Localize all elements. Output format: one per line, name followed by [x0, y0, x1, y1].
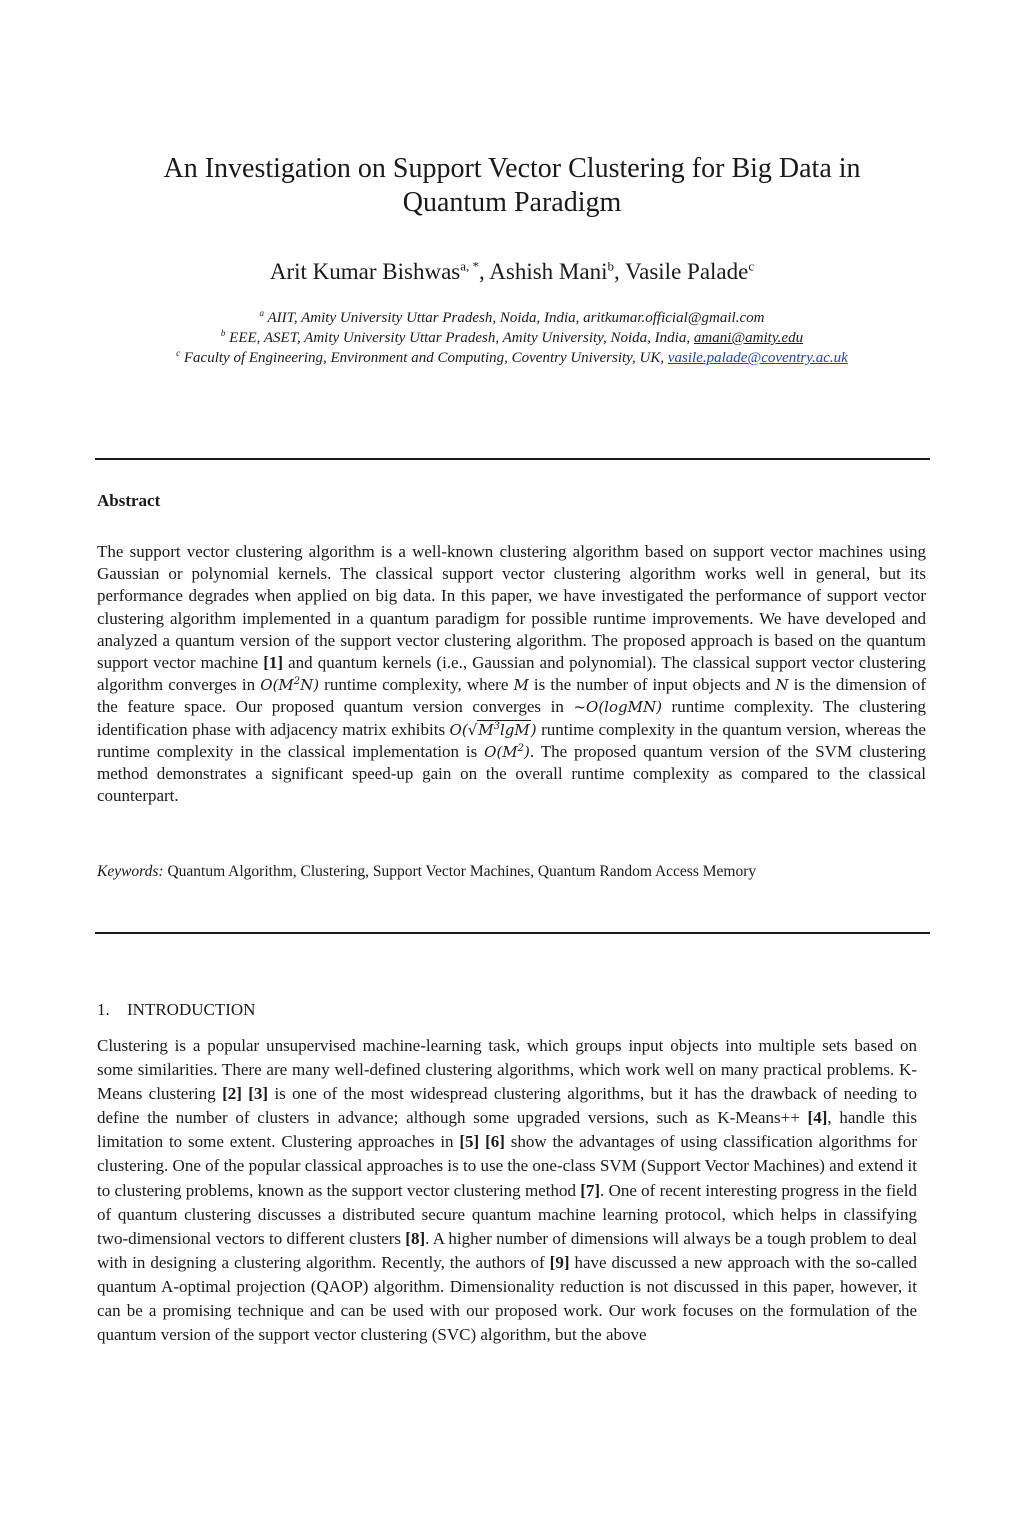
affiliation-text: EEE, ASET, Amity University Uttar Pradesh, Amity University, Noida, India, — [225, 330, 694, 346]
body-text: . A higher number of dimensions will always be a tough problem to deal with in designing a clustering algorithm. Recently, the authors of — [97, 1228, 917, 1272]
math-exponent: 3 — [493, 720, 500, 732]
citation: [4] — [807, 1108, 828, 1128]
citation: [6] — [485, 1132, 505, 1152]
citation: [3] — [248, 1084, 269, 1104]
affiliations — [0, 308, 1024, 368]
math-text: O(M — [260, 676, 294, 695]
citation: [7] — [580, 1180, 601, 1200]
affiliation-mark: a — [259, 308, 265, 318]
citation: [1] — [263, 653, 284, 673]
abstract-text: runtime complexity. The clustering identification phase with adjacency matrix exhibits — [97, 697, 926, 739]
abstract-text: runtime complexity in the quantum version, whereas the runtime complexity in the classical implementation is — [97, 719, 926, 761]
abstract-text: is the dimension of the feature space. Our proposed quantum version converges in — [97, 675, 926, 717]
abstract-text: and quantum kernels (i.e., Gaussian and polynomial). The classical support vector clustering algorithm converges in — [97, 653, 926, 695]
abstract-body — [97, 541, 926, 807]
title-line-1: An Investigation on Support Vector Clustering for Big Data in — [163, 153, 861, 184]
affiliation-line — [0, 328, 1024, 348]
author-name: Arit Kumar Bishwas — [269, 259, 461, 284]
math-exponent: 2 — [293, 676, 301, 688]
math-text: lgM — [500, 720, 530, 739]
section-heading-introduction — [97, 999, 255, 1021]
affiliation-text: Faculty of Engineering, Environment and Computing, Coventry University, UK, — [180, 350, 668, 366]
affiliation-line — [0, 308, 1024, 328]
affiliation-line — [0, 348, 1024, 368]
math-expression: N — [775, 676, 789, 695]
keywords-label: Keywords: — [97, 863, 164, 880]
math-text: O(√ — [449, 720, 478, 739]
top-divider — [95, 458, 930, 460]
body-text: is one of the most widespread clustering algorithms, but it has the drawback of needing to define the number of clusters in advance; although some upgraded versions, such as K-Means++ — [97, 1084, 917, 1128]
abstract-text: The support vector clustering algorithm is a well-known clustering algorithm based on support vector machines using Gaussian or polynomial kernels. The classical support vector clustering algorithm works well in general, but its performance degrades when applied on big data. In this paper, we have investigated the performance of support vector clustering algorithm implemented in a quantum paradigm for possible runtime improvements. We have developed and analyzed a quantum version of the support vector clustering algorithm. The proposed approach is based on the quantum support vector machine — [97, 542, 926, 673]
body-text: Clustering is a popular unsupervised machine-learning task, which groups input objects into multiple sets based on some similarities. There are many well-defined clustering algorithms, which work well on many practical problems. K-Means clustering — [97, 1036, 917, 1104]
author-affiliation-mark: a, * — [460, 258, 480, 274]
email-link[interactable]: amani@amity.edu — [693, 330, 804, 346]
math-expression — [450, 720, 537, 739]
author-name: Vasile Palade — [625, 259, 749, 284]
citation: [2] — [222, 1084, 242, 1104]
abstract-text: . The proposed quantum version of the SVM clustering method demonstrates a significant speed-up gain on the overall runtime complexity as compared to the classical counterpart. — [97, 741, 926, 806]
body-text: , handle this limitation to some extent. Clustering approaches in — [97, 1108, 917, 1152]
abstract-text: runtime complexity, where — [319, 675, 514, 695]
author-separator: , — [479, 259, 490, 284]
body-text: have discussed a new approach with the so-called quantum A-optimal projection (QAOP) algorithm. Dimensionality reduction is not discussed in this paper, however, it can be a promising technique and can be used with our proposed work. Our work focuses on the formulation of the quantum version of the support vector clustering (SVC) algorithm, but the above — [97, 1252, 917, 1345]
math-text: M — [478, 720, 494, 739]
paper-title — [0, 152, 1024, 220]
sqrt-radicand — [477, 720, 531, 739]
abstract-text: is the number of input objects and — [528, 675, 776, 695]
math-expression: ~O(logMN) — [573, 698, 662, 717]
body-text: show the advantages of using classification algorithms for clustering. One of the popular classical approaches is to use the one-class SVM (Support Vector Machines) and extend it to clustering problems, known as the support vector clustering method — [97, 1132, 918, 1200]
citation: [8] — [405, 1228, 426, 1248]
title-line-2: Quantum Paradigm — [402, 187, 622, 218]
abstract-heading: Abstract — [97, 491, 161, 510]
math-text: O(M — [484, 742, 518, 761]
affiliation-mark: c — [176, 348, 181, 358]
author-separator: , — [613, 259, 626, 284]
section-number: 1. — [97, 1000, 110, 1019]
introduction-paragraph — [97, 1034, 917, 1347]
email-link[interactable]: vasile.palade@coventry.ac.uk — [667, 350, 848, 366]
author-affiliation-mark: c — [748, 258, 755, 274]
keywords-text: Quantum Algorithm, Clustering, Support Vector Machines, Quantum Random Access Memory — [163, 863, 757, 880]
author-name: Ashish Mani — [489, 259, 608, 284]
keywords-line — [97, 862, 756, 882]
citation: [9] — [549, 1252, 570, 1272]
author-affiliation-mark: b — [607, 258, 614, 274]
math-text: ) — [530, 720, 537, 739]
body-text: . One of recent interesting progress in the field of quantum clustering discusses a distributed secure quantum machine learning protocol, which helps in classifying two-dimensional vectors to different clusters — [97, 1180, 917, 1248]
affiliation-text: AIIT, Amity University Uttar Pradesh, Noida, India, aritkumar.official@gmail.com — [264, 310, 765, 326]
math-expression — [260, 676, 319, 694]
math-text: N) — [300, 676, 320, 695]
math-expression: M — [513, 676, 529, 695]
bottom-divider — [95, 932, 930, 934]
math-text: ) — [524, 742, 530, 761]
math-expression — [484, 743, 530, 761]
citation: [5] — [459, 1132, 480, 1152]
section-title: INTRODUCTION — [127, 1000, 256, 1019]
math-exponent: 2 — [517, 742, 525, 754]
affiliation-mark: b — [220, 328, 226, 338]
author-list — [0, 257, 1024, 287]
